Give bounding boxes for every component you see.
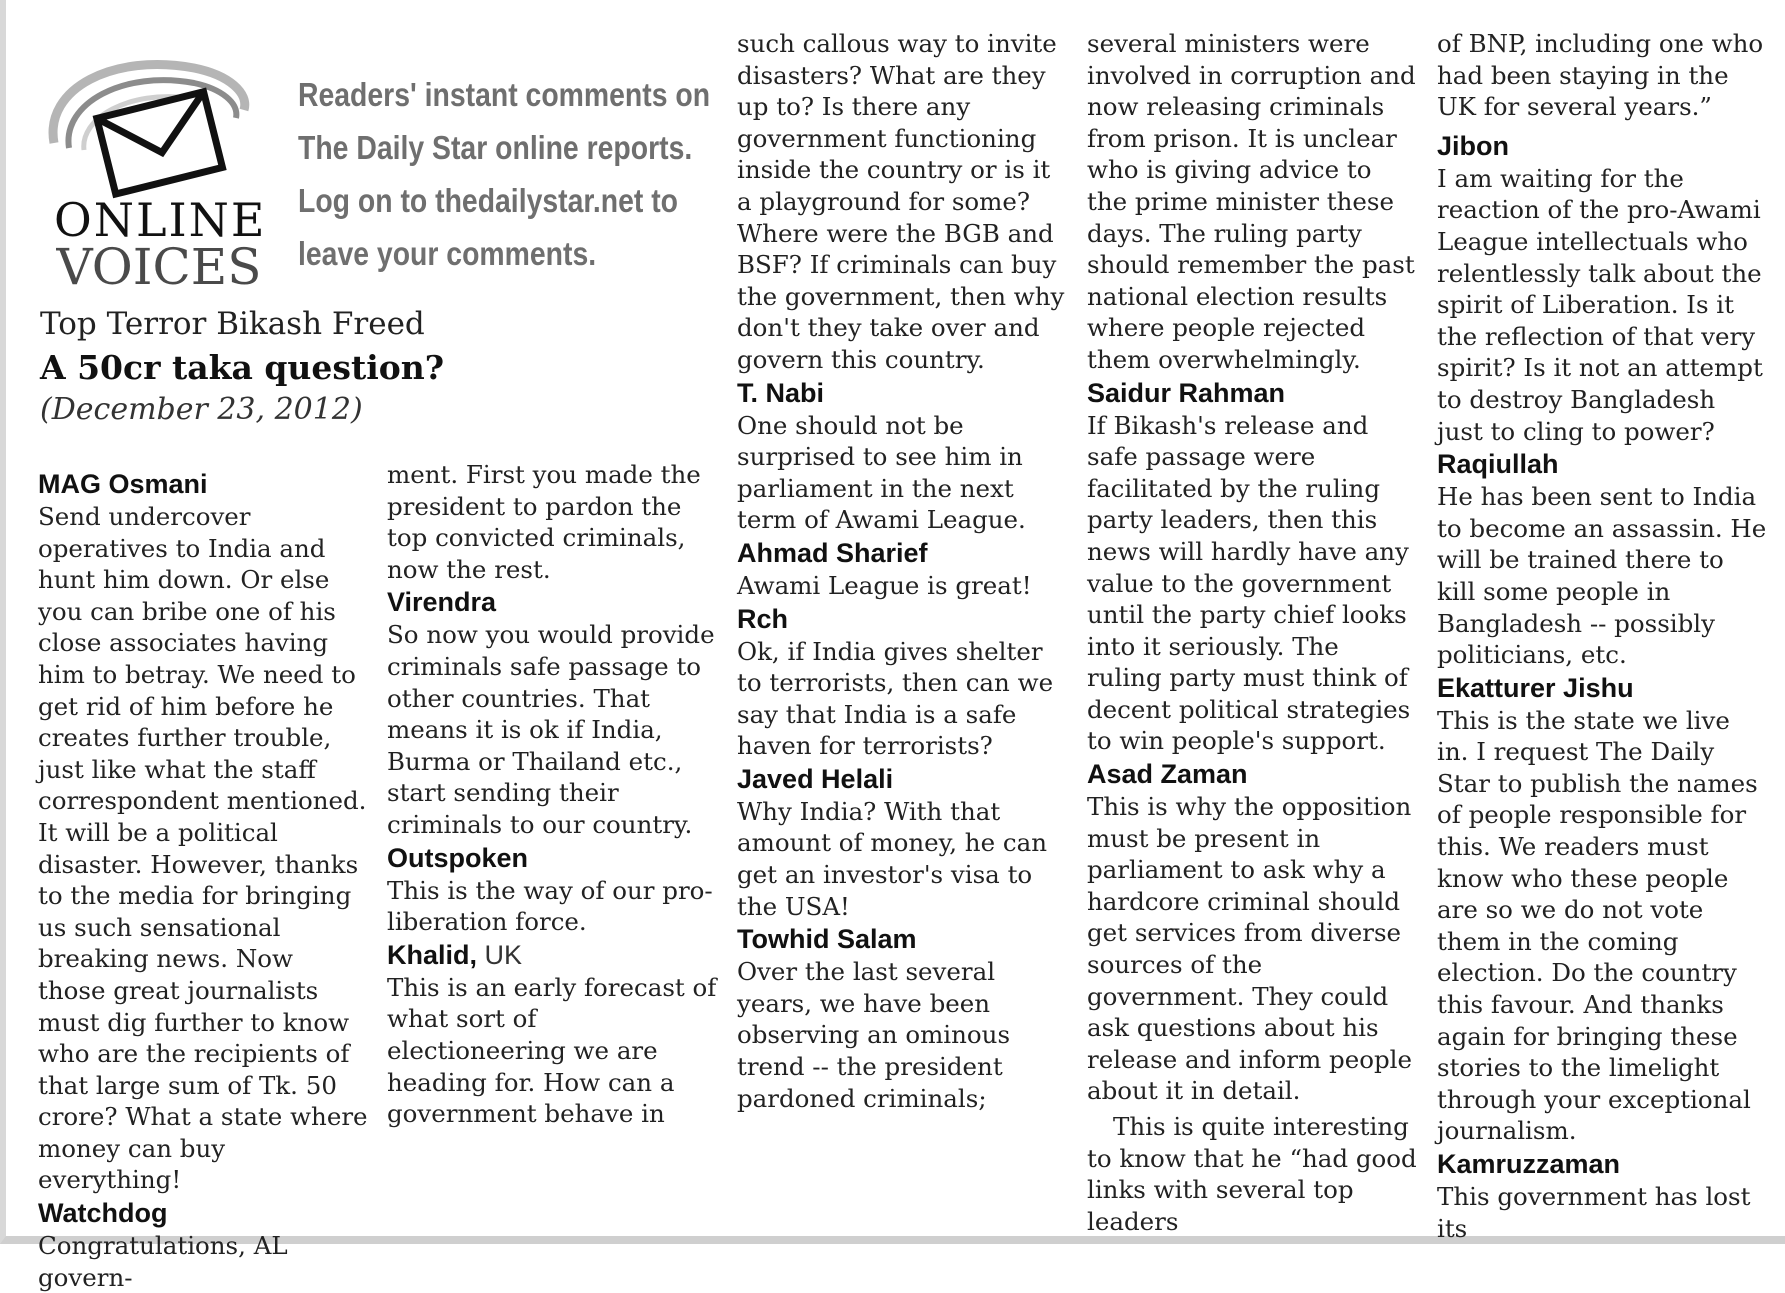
commenter-name	[387, 938, 717, 972]
comment-text: He has been sent to India to become an assassin. He will be trained there to kill some people in Bangladesh -- possibly politicians, etc.	[1437, 482, 1767, 670]
article-date: (December 23, 2012)	[40, 392, 363, 427]
commenter-name: MAG Osmani	[38, 469, 208, 499]
online-voices-logo	[44, 48, 267, 296]
commenter-name: Jibon	[1437, 130, 1509, 161]
comment-text: Awami League is great!	[737, 570, 1032, 600]
commenter-name: Raqiullah	[1437, 449, 1559, 480]
envelope-swoosh-icon	[44, 48, 259, 208]
comment-text-continued: ment. First you made the president to pardon the top convicted criminals, now the rest.	[387, 460, 701, 584]
commenter-name: Watchdog	[38, 1198, 168, 1229]
comment-text: So now you would provide criminals safe passage to other countries. That means it is ok if India, Burma or Thailand etc., start sending their criminals to our country.	[387, 620, 715, 839]
intro-line: leave your comments.	[298, 235, 597, 272]
intro-blurb	[298, 68, 718, 280]
comment-text: I am waiting for the reaction of the pro-Awami League intellectuals who relentlessly talk about the spirit of Liberation. Is it the reflection of that very spirit? Is it not an attempt to destroy Bangladesh just to cling to power?	[1437, 163, 1763, 446]
commenter-name: Virendra	[387, 587, 497, 618]
intro-line: The Daily Star online reports.	[298, 129, 693, 166]
comment-text: This is quite interesting to know that he “had good links with several top leaders	[1087, 1112, 1417, 1236]
column-1	[38, 467, 368, 1293]
article-kicker: Top Terror Bikash Freed	[40, 306, 425, 342]
comment-text: This government has lost its	[1437, 1182, 1751, 1243]
column-2	[387, 459, 717, 1130]
column-4	[1087, 28, 1417, 1237]
logo-voices-text: VOICES	[56, 238, 262, 296]
commenter-name: Ekatturer Jishu	[1437, 672, 1634, 703]
comment-text: Congratulations, AL govern-	[38, 1231, 288, 1292]
commenter-name: Saidur Rahman	[1087, 377, 1286, 408]
comment-text-continued: several ministers were involved in corruption and now releasing criminals from prison. It is unclear who is giving advice to the prime minister these days. The ruling party should remember the past national election results where people rejected them overwhelmingly.	[1087, 29, 1416, 374]
column-5	[1437, 28, 1767, 1244]
commenter-name: Outspoken	[387, 842, 529, 873]
comment-text: Ok, if India gives shelter to terrorists, then can we say that India is a safe haven for terrorists?	[737, 636, 1054, 761]
commenter-name: Kamruzzaman	[1437, 1149, 1621, 1179]
comment-text: This is the state we live in. I request The Daily Star to publish the names of people responsible for this. We readers must know who these people are so we do not vote them in the coming election. Do the country this favour. And thanks again for bringing these stories to the limelight through your exceptional journalism.	[1437, 705, 1758, 1146]
commenter-name: Rch	[737, 603, 789, 634]
comment-text: Send undercover operatives to India and hunt him down. Or else you can bribe one of his close associates having him to betray. We need to get rid of him before he creates further trouble, just like what the staff correspondent mentioned. It will be a political disaster. However, thanks to the media for bringing us such sensational breaking news. Now those great journalists must dig further to know who are the recipients of that large sum of Tk. 50 crore? What a state where money can buy everything!	[38, 502, 368, 1195]
column-3	[737, 28, 1067, 1114]
commenter-name: Javed Helali	[737, 763, 894, 794]
comment-text: If Bikash's release and safe passage were facilitated by the ruling party leaders, then this news will hardly have any value to the government until the party chief looks into it seriously. The ruling party must think of decent political strategies to win people's support.	[1087, 410, 1411, 756]
intro-line: Readers' instant comments on	[298, 76, 711, 113]
comment-text: Over the last several years, we have been observing an ominous trend -- the president pardoned criminals;	[737, 957, 1011, 1113]
commenter-name: Towhid Salam	[737, 924, 917, 955]
commenter-name: Asad Zaman	[1087, 759, 1248, 790]
comment-text: This is an early forecast of what sort of electioneering we are heading for. How can a government behave in	[387, 972, 717, 1129]
comment-text: This is why the opposition must be present in parliament to ask why a hardcore criminal should get services from diverse sources of the government. They could ask questions about his release and inform people about it in detail.	[1087, 792, 1412, 1106]
comment-text: This is the way of our pro-liberation force.	[387, 875, 713, 937]
comment-text-continued: of BNP, including one who had been staying in the UK for several years.”	[1437, 29, 1764, 122]
commenter-name: Ahmad Sharief	[737, 537, 928, 568]
commenter-name: T. Nabi	[737, 377, 825, 408]
comment-text: Why India? With that amount of money, he can get an investor's visa to the USA!	[737, 796, 1047, 921]
article-headline: A 50cr taka question?	[40, 348, 445, 387]
comment-text: One should not be surprised to see him in parliament in the next term of Awami League.	[737, 410, 1026, 535]
commenter-name-main: Khalid,	[387, 939, 478, 970]
intro-line: Log on to thedailystar.net to	[298, 182, 678, 219]
commenter-location: UK	[477, 939, 523, 970]
comment-text-continued: such callous way to invite disasters? What are they up to? Is there any government functioning inside the country or is it a playground for some? Where were the BGB and BSF? If criminals can buy the government, then why don't they take over and govern this country.	[737, 29, 1065, 374]
logo-online-text: ONLINE	[54, 193, 267, 247]
